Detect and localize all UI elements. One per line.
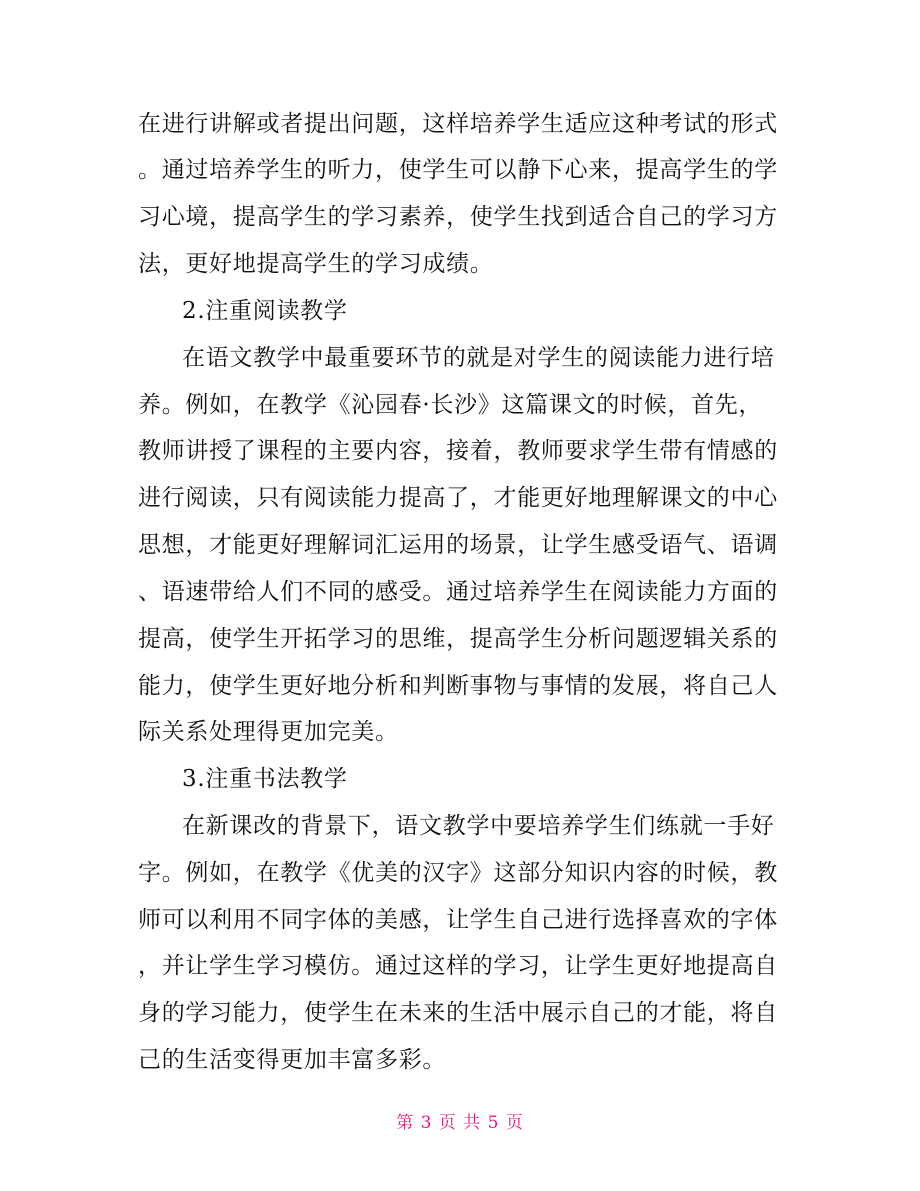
text-line: 教师讲授了课程的主要内容，接着，教师要求学生带有情感的 <box>138 438 778 464</box>
text-line: 身的学习能力，使学生在未来的生活中展示自己的才能，将自 <box>138 1000 778 1026</box>
section-heading: 2.注重阅读教学 <box>182 298 348 324</box>
text-line: 习心境，提高学生的学习素养，使学生找到适合自己的学习方 <box>138 204 778 230</box>
text-line: 能力，使学生更好地分析和判断事物与事情的发展，将自己人 <box>138 673 778 699</box>
section-heading: 3.注重书法教学 <box>182 766 348 792</box>
text-line: 己的生活变得更加丰富多彩。 <box>138 1047 447 1073</box>
text-line: 。通过培养学生的听力，使学生可以静下心来，提高学生的学 <box>138 157 778 183</box>
page-number-footer: 第 3 页 共 5 页 <box>396 1113 524 1133</box>
text-line: ，并让学生学习模仿。通过这样的学习，让学生更好地提高自 <box>138 953 778 979</box>
text-line: 师可以利用不同字体的美感，让学生自己进行选择喜欢的字体 <box>138 907 778 933</box>
text-line: 思想，才能更好理解词汇运用的场景，让学生感受语气、语调 <box>138 532 778 558</box>
text-line: 字。例如，在教学《优美的汉字》这部分知识内容的时候，教 <box>138 860 778 886</box>
paragraph-first-line: 在语文教学中最重要环节的就是对学生的阅读能力进行培 <box>182 345 775 371</box>
text-line: 进行阅读，只有阅读能力提高了，才能更好地理解课文的中心 <box>138 485 778 511</box>
text-line: 养。例如，在教学《沁园春·长沙》这篇课文的时候，首先， <box>138 392 763 418</box>
text-line: 提高，使学生开拓学习的思维，提高学生分析问题逻辑关系的 <box>138 626 778 652</box>
text-line: 、语速带给人们不同的感受。通过培养学生在阅读能力方面的 <box>138 579 778 605</box>
text-line: 在进行讲解或者提出问题，这样培养学生适应这种考试的形式 <box>138 111 778 137</box>
paragraph-first-line: 在新课改的背景下，语文教学中要培养学生们练就一手好 <box>182 813 775 839</box>
text-line: 际关系处理得更加完美。 <box>138 719 399 745</box>
text-line: 法，更好地提高学生的学习成绩。 <box>138 251 494 277</box>
